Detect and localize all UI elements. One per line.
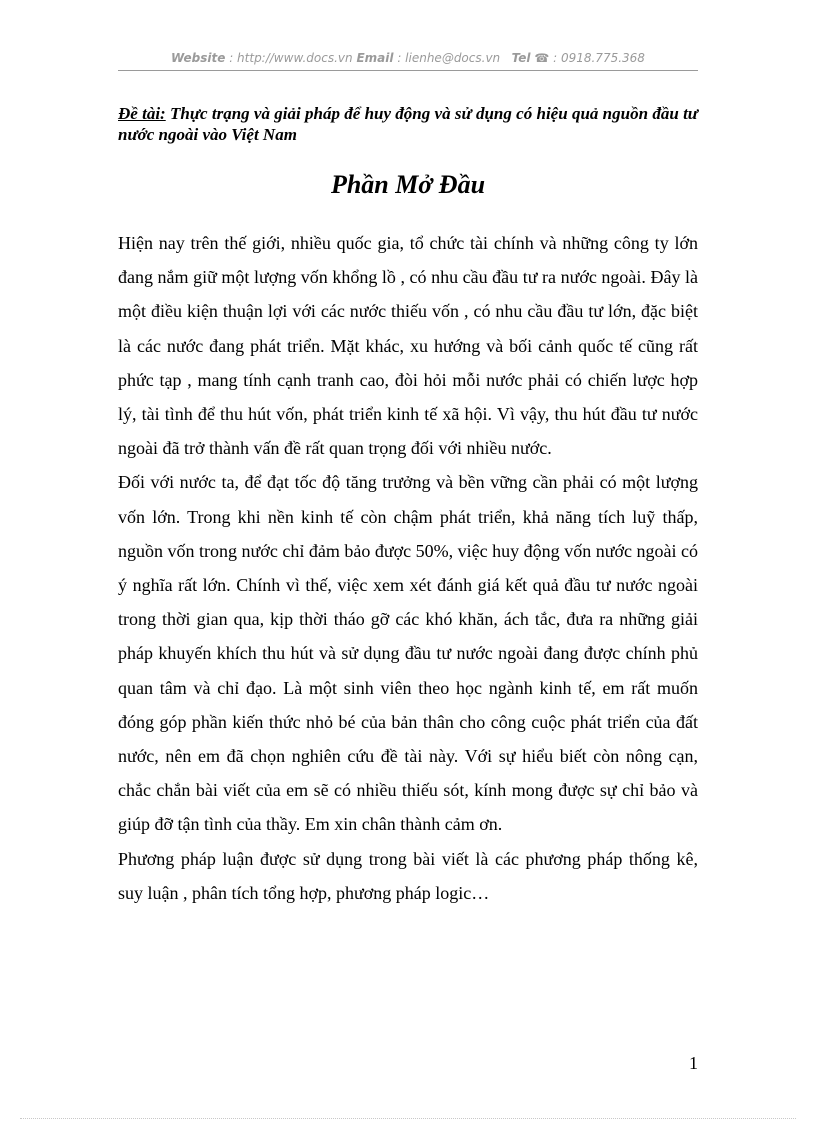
website-label: Website bbox=[171, 51, 226, 65]
page-boundary bbox=[20, 1118, 796, 1119]
topic-text: Thực trạng và giải pháp để huy động và sử dụng có hiệu quả nguồn đầu tư nước ngoài vào Việt Nam bbox=[118, 104, 698, 144]
phone-icon: ☎ bbox=[534, 51, 550, 65]
tel-value: 0918.775.368 bbox=[560, 51, 645, 65]
tel-label: Tel bbox=[511, 51, 531, 65]
topic-heading bbox=[118, 103, 698, 145]
paragraph: Đối với nước ta, để đạt tốc độ tăng trưởng và bền vững cần phải có một lượng vốn lớn. Trong khi nền kinh tế còn chậm phát triển, khả năng tích luỹ thấp, nguồn vốn trong nước chỉ đảm bảo được 50%, việc huy động vốn nước ngoài có ý nghĩa rất lớn. Chính vì thế, việc xem xét đánh giá kết quả đầu tư nước ngoài trong thời gian qua, kịp thời tháo gỡ các khó khăn, ách tắc, đưa ra những giải pháp khuyến khích thu hút và sử dụng đầu tư nước ngoài đang được chính phủ quan tâm và chỉ đạo. Là một sinh viên theo học ngành kinh tế, em rất muốn đóng góp phần kiến thức nhỏ bé của bản thân cho công cuộc phát triển của đất nước, nên em đã chọn nghiên cứu đề tài này. Với sự hiểu biết còn nông cạn, chắc chắn bài viết của em sẽ có nhiều thiếu sót, kính mong được sự chỉ bảo và giúp đỡ tận tình của thầy. Em xin chân thành cảm ơn. bbox=[118, 472, 698, 835]
paragraph: Phương pháp luận được sử dụng trong bài viết là các phương pháp thống kê, suy luận , phân tích tổng hợp, phương pháp logic… bbox=[118, 848, 698, 903]
email-separator: : bbox=[393, 51, 406, 65]
document-body bbox=[118, 226, 698, 910]
website-separator: : bbox=[225, 51, 238, 65]
page-title: Phần Mở Đầu bbox=[330, 170, 486, 199]
paragraph: Hiện nay trên thế giới, nhiều quốc gia, tổ chức tài chính và những công ty lớn đang nắm giữ một lượng vốn khổng lồ , có nhu cầu đầu tư ra nước ngoài. Đây là một điều kiện thuận lợi với các nước thiếu vốn , có nhu cầu đầu tư lớn, đặc biệt là các nước đang phát triển. Mặt khác, xu hướng và bối cảnh quốc tế cũng rất phức tạp , mang tính cạnh tranh cao, đòi hỏi mỗi nước phải có chiến lược hợp lý, tài tình để thu hút vốn, phát triển kinh tế xã hội. Vì vậy, thu hút đầu tư nước ngoài đã trở thành vấn đề rất quan trọng đối với nhiều nước. bbox=[118, 233, 698, 459]
email-label: Email bbox=[356, 51, 394, 65]
header-divider bbox=[118, 70, 698, 71]
page-header bbox=[118, 51, 698, 65]
topic-label: Đề tài: bbox=[118, 104, 166, 123]
tel-separator: : bbox=[549, 51, 561, 65]
page-number: 1 bbox=[689, 1053, 698, 1073]
email-value: lienhe@docs.vn bbox=[405, 51, 501, 65]
website-url: http://www.docs.vn bbox=[237, 51, 353, 65]
